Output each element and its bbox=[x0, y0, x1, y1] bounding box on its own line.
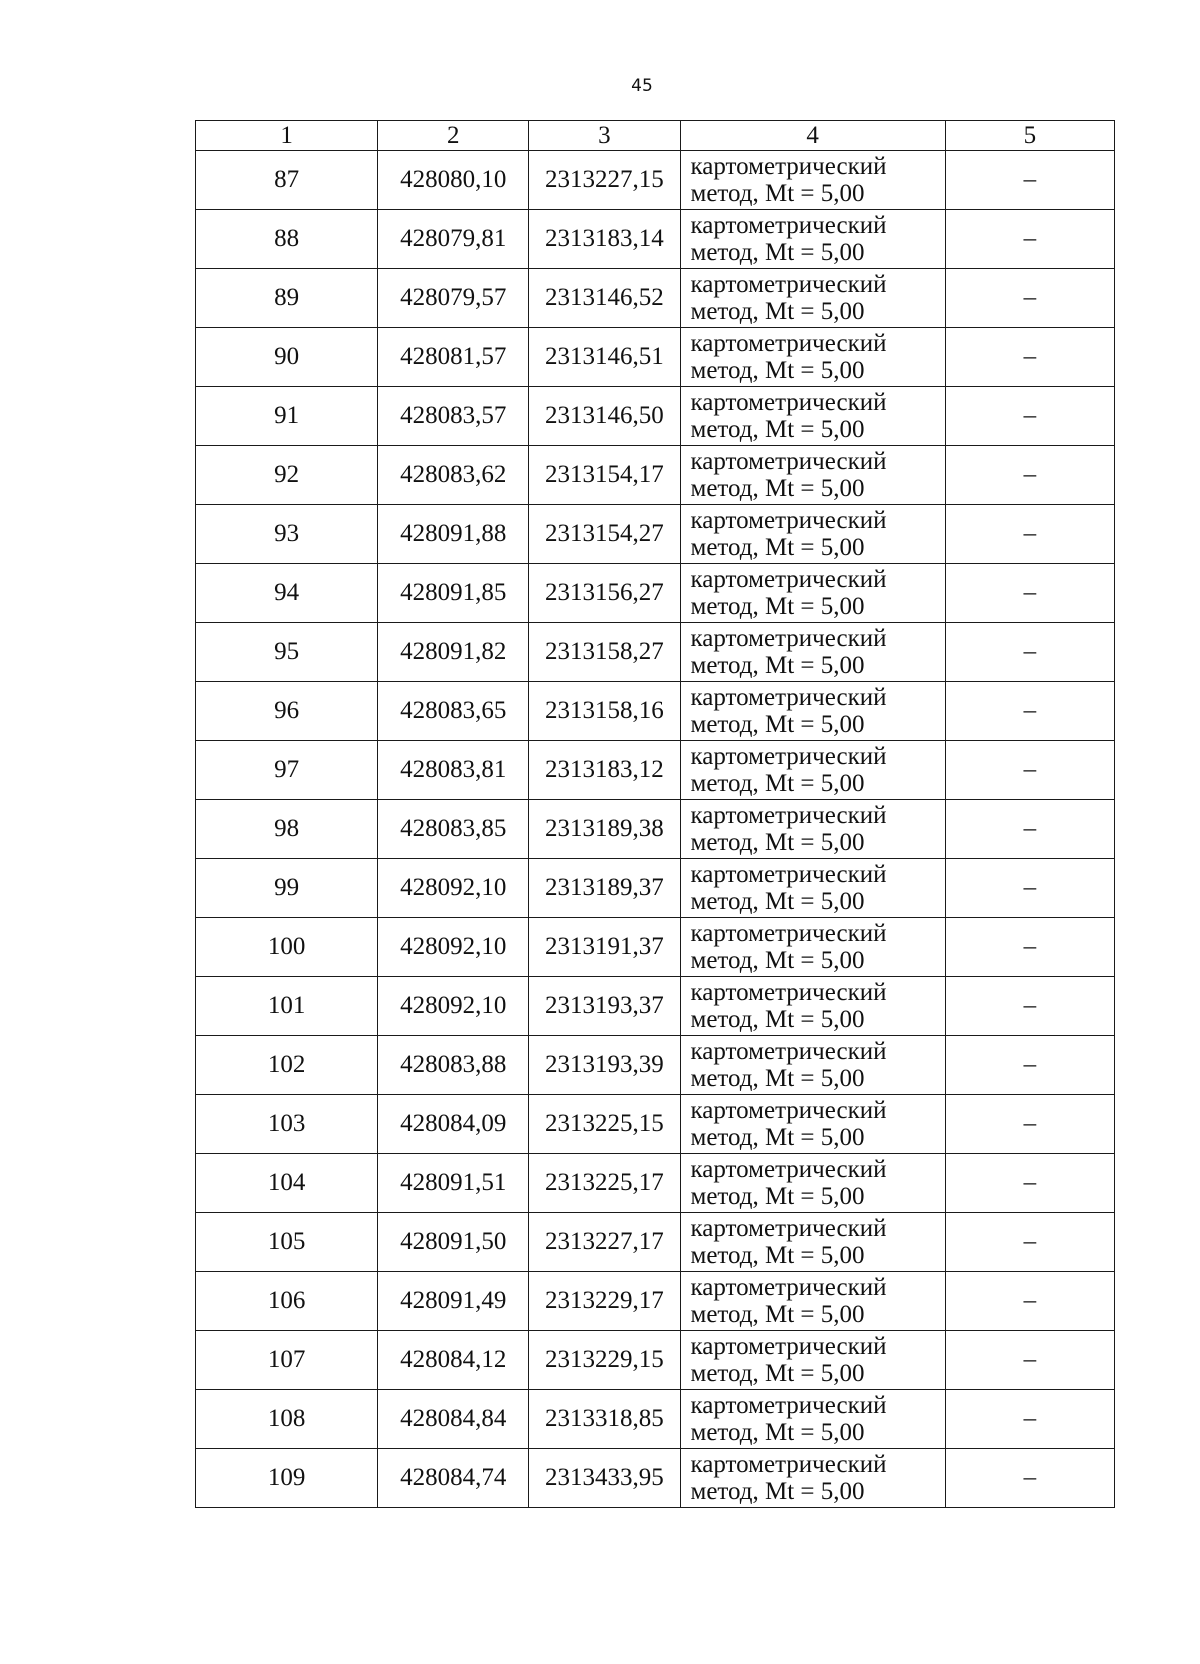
note-cell: – bbox=[945, 1272, 1114, 1331]
method-text-line1: картометрический bbox=[690, 920, 887, 947]
x-coordinate-cell: 428091,51 bbox=[378, 1154, 529, 1213]
method-cell bbox=[680, 505, 945, 564]
method-cell bbox=[680, 269, 945, 328]
coordinates-table bbox=[195, 120, 1115, 1508]
method-text-line1: картометрический bbox=[690, 1392, 887, 1419]
method-cell bbox=[680, 741, 945, 800]
x-coordinate-cell: 428084,74 bbox=[378, 1449, 529, 1508]
x-coordinate-cell: 428092,10 bbox=[378, 977, 529, 1036]
note-cell: – bbox=[945, 269, 1114, 328]
table-row bbox=[196, 269, 1115, 328]
note-cell: – bbox=[945, 1390, 1114, 1449]
point-number-cell: 105 bbox=[196, 1213, 378, 1272]
y-coordinate-cell: 2313229,15 bbox=[529, 1331, 680, 1390]
y-coordinate-cell: 2313191,37 bbox=[529, 918, 680, 977]
y-coordinate-cell: 2313433,95 bbox=[529, 1449, 680, 1508]
point-number-cell: 102 bbox=[196, 1036, 378, 1095]
method-cell bbox=[680, 977, 945, 1036]
y-coordinate-cell: 2313156,27 bbox=[529, 564, 680, 623]
x-coordinate-cell: 428083,85 bbox=[378, 800, 529, 859]
table-row bbox=[196, 977, 1115, 1036]
x-coordinate-cell: 428079,57 bbox=[378, 269, 529, 328]
y-coordinate-cell: 2313229,17 bbox=[529, 1272, 680, 1331]
table-row bbox=[196, 210, 1115, 269]
method-cell bbox=[680, 210, 945, 269]
method-text-line1: картометрический bbox=[690, 684, 887, 711]
method-text-line2: метод, Mt = 5,00 bbox=[690, 652, 865, 679]
table-row bbox=[196, 1331, 1115, 1390]
method-text-line1: картометрический bbox=[690, 1333, 887, 1360]
header-cell-5: 5 bbox=[945, 121, 1114, 151]
table-header bbox=[196, 121, 1115, 151]
table-row bbox=[196, 1213, 1115, 1272]
note-cell: – bbox=[945, 505, 1114, 564]
table-row bbox=[196, 623, 1115, 682]
y-coordinate-cell: 2313189,38 bbox=[529, 800, 680, 859]
table-row bbox=[196, 387, 1115, 446]
method-text-line2: метод, Mt = 5,00 bbox=[690, 180, 865, 207]
y-coordinate-cell: 2313227,17 bbox=[529, 1213, 680, 1272]
note-cell: – bbox=[945, 623, 1114, 682]
table-row bbox=[196, 151, 1115, 210]
point-number-cell: 87 bbox=[196, 151, 378, 210]
header-row bbox=[196, 121, 1115, 151]
point-number-cell: 88 bbox=[196, 210, 378, 269]
method-text-line2: метод, Mt = 5,00 bbox=[690, 1124, 865, 1151]
x-coordinate-cell: 428083,65 bbox=[378, 682, 529, 741]
method-cell bbox=[680, 800, 945, 859]
method-cell bbox=[680, 328, 945, 387]
method-text-line1: картометрический bbox=[690, 271, 887, 298]
method-text-line1: картометрический bbox=[690, 979, 887, 1006]
method-text-line1: картометрический bbox=[690, 566, 887, 593]
method-text-line1: картометрический bbox=[690, 1156, 887, 1183]
method-text-line2: метод, Mt = 5,00 bbox=[690, 1478, 865, 1505]
y-coordinate-cell: 2313193,39 bbox=[529, 1036, 680, 1095]
method-text-line2: метод, Mt = 5,00 bbox=[690, 357, 865, 384]
method-cell bbox=[680, 918, 945, 977]
x-coordinate-cell: 428084,12 bbox=[378, 1331, 529, 1390]
y-coordinate-cell: 2313318,85 bbox=[529, 1390, 680, 1449]
y-coordinate-cell: 2313158,27 bbox=[529, 623, 680, 682]
method-cell bbox=[680, 1154, 945, 1213]
table-row bbox=[196, 564, 1115, 623]
method-cell bbox=[680, 859, 945, 918]
note-cell: – bbox=[945, 387, 1114, 446]
method-text-line2: метод, Mt = 5,00 bbox=[690, 770, 865, 797]
x-coordinate-cell: 428091,49 bbox=[378, 1272, 529, 1331]
method-text-line2: метод, Mt = 5,00 bbox=[690, 1065, 865, 1092]
method-text-line2: метод, Mt = 5,00 bbox=[690, 1419, 865, 1446]
table-row bbox=[196, 505, 1115, 564]
method-text-line1: картометрический bbox=[690, 153, 887, 180]
method-text-line2: метод, Mt = 5,00 bbox=[690, 1006, 865, 1033]
method-cell bbox=[680, 1449, 945, 1508]
point-number-cell: 89 bbox=[196, 269, 378, 328]
y-coordinate-cell: 2313225,15 bbox=[529, 1095, 680, 1154]
point-number-cell: 98 bbox=[196, 800, 378, 859]
table-row bbox=[196, 800, 1115, 859]
note-cell: – bbox=[945, 800, 1114, 859]
method-cell bbox=[680, 1095, 945, 1154]
method-cell bbox=[680, 1331, 945, 1390]
note-cell: – bbox=[945, 1154, 1114, 1213]
note-cell: – bbox=[945, 1036, 1114, 1095]
page-number: 45 bbox=[631, 76, 653, 96]
x-coordinate-cell: 428083,57 bbox=[378, 387, 529, 446]
note-cell: – bbox=[945, 859, 1114, 918]
method-text-line2: метод, Mt = 5,00 bbox=[690, 947, 865, 974]
table-row bbox=[196, 1095, 1115, 1154]
y-coordinate-cell: 2313158,16 bbox=[529, 682, 680, 741]
method-text-line2: метод, Mt = 5,00 bbox=[690, 711, 865, 738]
point-number-cell: 109 bbox=[196, 1449, 378, 1508]
method-text-line1: картометрический bbox=[690, 1274, 887, 1301]
method-text-line1: картометрический bbox=[690, 507, 887, 534]
note-cell: – bbox=[945, 977, 1114, 1036]
x-coordinate-cell: 428091,85 bbox=[378, 564, 529, 623]
table-row bbox=[196, 859, 1115, 918]
method-text-line1: картометрический bbox=[690, 802, 887, 829]
note-cell: – bbox=[945, 1213, 1114, 1272]
method-text-line1: картометрический bbox=[690, 1451, 887, 1478]
y-coordinate-cell: 2313146,52 bbox=[529, 269, 680, 328]
method-text-line2: метод, Mt = 5,00 bbox=[690, 534, 865, 561]
method-cell bbox=[680, 151, 945, 210]
method-cell bbox=[680, 1036, 945, 1095]
note-cell: – bbox=[945, 741, 1114, 800]
x-coordinate-cell: 428084,84 bbox=[378, 1390, 529, 1449]
method-text-line2: метод, Mt = 5,00 bbox=[690, 829, 865, 856]
y-coordinate-cell: 2313154,17 bbox=[529, 446, 680, 505]
y-coordinate-cell: 2313193,37 bbox=[529, 977, 680, 1036]
note-cell: – bbox=[945, 1331, 1114, 1390]
x-coordinate-cell: 428091,82 bbox=[378, 623, 529, 682]
method-text-line2: метод, Mt = 5,00 bbox=[690, 888, 865, 915]
method-text-line2: метод, Mt = 5,00 bbox=[690, 239, 865, 266]
method-cell bbox=[680, 387, 945, 446]
method-cell bbox=[680, 1390, 945, 1449]
point-number-cell: 91 bbox=[196, 387, 378, 446]
table-row bbox=[196, 1036, 1115, 1095]
note-cell: – bbox=[945, 1449, 1114, 1508]
note-cell: – bbox=[945, 151, 1114, 210]
method-text-line1: картометрический bbox=[690, 1215, 887, 1242]
note-cell: – bbox=[945, 564, 1114, 623]
method-text-line2: метод, Mt = 5,00 bbox=[690, 593, 865, 620]
x-coordinate-cell: 428083,88 bbox=[378, 1036, 529, 1095]
y-coordinate-cell: 2313146,51 bbox=[529, 328, 680, 387]
method-text-line1: картометрический bbox=[690, 1097, 887, 1124]
x-coordinate-cell: 428080,10 bbox=[378, 151, 529, 210]
method-text-line1: картометрический bbox=[690, 330, 887, 357]
note-cell: – bbox=[945, 446, 1114, 505]
point-number-cell: 104 bbox=[196, 1154, 378, 1213]
y-coordinate-cell: 2313154,27 bbox=[529, 505, 680, 564]
point-number-cell: 97 bbox=[196, 741, 378, 800]
method-text-line1: картометрический bbox=[690, 1038, 887, 1065]
point-number-cell: 96 bbox=[196, 682, 378, 741]
point-number-cell: 101 bbox=[196, 977, 378, 1036]
method-cell bbox=[680, 564, 945, 623]
y-coordinate-cell: 2313146,50 bbox=[529, 387, 680, 446]
note-cell: – bbox=[945, 682, 1114, 741]
point-number-cell: 99 bbox=[196, 859, 378, 918]
table-row bbox=[196, 1272, 1115, 1331]
table-row bbox=[196, 918, 1115, 977]
header-cell-4: 4 bbox=[680, 121, 945, 151]
method-text-line2: метод, Mt = 5,00 bbox=[690, 1301, 865, 1328]
note-cell: – bbox=[945, 328, 1114, 387]
x-coordinate-cell: 428091,88 bbox=[378, 505, 529, 564]
x-coordinate-cell: 428079,81 bbox=[378, 210, 529, 269]
method-text-line2: метод, Mt = 5,00 bbox=[690, 1183, 865, 1210]
method-cell bbox=[680, 446, 945, 505]
method-cell bbox=[680, 1213, 945, 1272]
method-cell bbox=[680, 623, 945, 682]
y-coordinate-cell: 2313183,14 bbox=[529, 210, 680, 269]
method-text-line1: картометрический bbox=[690, 743, 887, 770]
note-cell: – bbox=[945, 1095, 1114, 1154]
method-text-line1: картометрический bbox=[690, 625, 887, 652]
point-number-cell: 107 bbox=[196, 1331, 378, 1390]
x-coordinate-cell: 428083,81 bbox=[378, 741, 529, 800]
table-row bbox=[196, 741, 1115, 800]
y-coordinate-cell: 2313189,37 bbox=[529, 859, 680, 918]
point-number-cell: 106 bbox=[196, 1272, 378, 1331]
point-number-cell: 93 bbox=[196, 505, 378, 564]
method-text-line2: метод, Mt = 5,00 bbox=[690, 1360, 865, 1387]
method-text-line2: метод, Mt = 5,00 bbox=[690, 475, 865, 502]
point-number-cell: 108 bbox=[196, 1390, 378, 1449]
method-text-line1: картометрический bbox=[690, 861, 887, 888]
header-cell-1: 1 bbox=[196, 121, 378, 151]
table-row bbox=[196, 682, 1115, 741]
point-number-cell: 100 bbox=[196, 918, 378, 977]
method-text-line1: картометрический bbox=[690, 212, 887, 239]
point-number-cell: 94 bbox=[196, 564, 378, 623]
x-coordinate-cell: 428081,57 bbox=[378, 328, 529, 387]
table-body bbox=[196, 151, 1115, 1508]
method-text-line2: метод, Mt = 5,00 bbox=[690, 298, 865, 325]
x-coordinate-cell: 428084,09 bbox=[378, 1095, 529, 1154]
method-text-line1: картометрический bbox=[690, 448, 887, 475]
table-row bbox=[196, 446, 1115, 505]
note-cell: – bbox=[945, 918, 1114, 977]
header-cell-3: 3 bbox=[529, 121, 680, 151]
method-text-line1: картометрический bbox=[690, 389, 887, 416]
x-coordinate-cell: 428091,50 bbox=[378, 1213, 529, 1272]
y-coordinate-cell: 2313225,17 bbox=[529, 1154, 680, 1213]
table-row bbox=[196, 1390, 1115, 1449]
header-cell-2: 2 bbox=[378, 121, 529, 151]
point-number-cell: 92 bbox=[196, 446, 378, 505]
method-text-line2: метод, Mt = 5,00 bbox=[690, 1242, 865, 1269]
x-coordinate-cell: 428083,62 bbox=[378, 446, 529, 505]
table-row bbox=[196, 1449, 1115, 1508]
method-cell bbox=[680, 682, 945, 741]
y-coordinate-cell: 2313183,12 bbox=[529, 741, 680, 800]
method-text-line2: метод, Mt = 5,00 bbox=[690, 416, 865, 443]
x-coordinate-cell: 428092,10 bbox=[378, 918, 529, 977]
point-number-cell: 103 bbox=[196, 1095, 378, 1154]
y-coordinate-cell: 2313227,15 bbox=[529, 151, 680, 210]
point-number-cell: 90 bbox=[196, 328, 378, 387]
method-cell bbox=[680, 1272, 945, 1331]
table-row bbox=[196, 1154, 1115, 1213]
point-number-cell: 95 bbox=[196, 623, 378, 682]
table-row bbox=[196, 328, 1115, 387]
note-cell: – bbox=[945, 210, 1114, 269]
x-coordinate-cell: 428092,10 bbox=[378, 859, 529, 918]
